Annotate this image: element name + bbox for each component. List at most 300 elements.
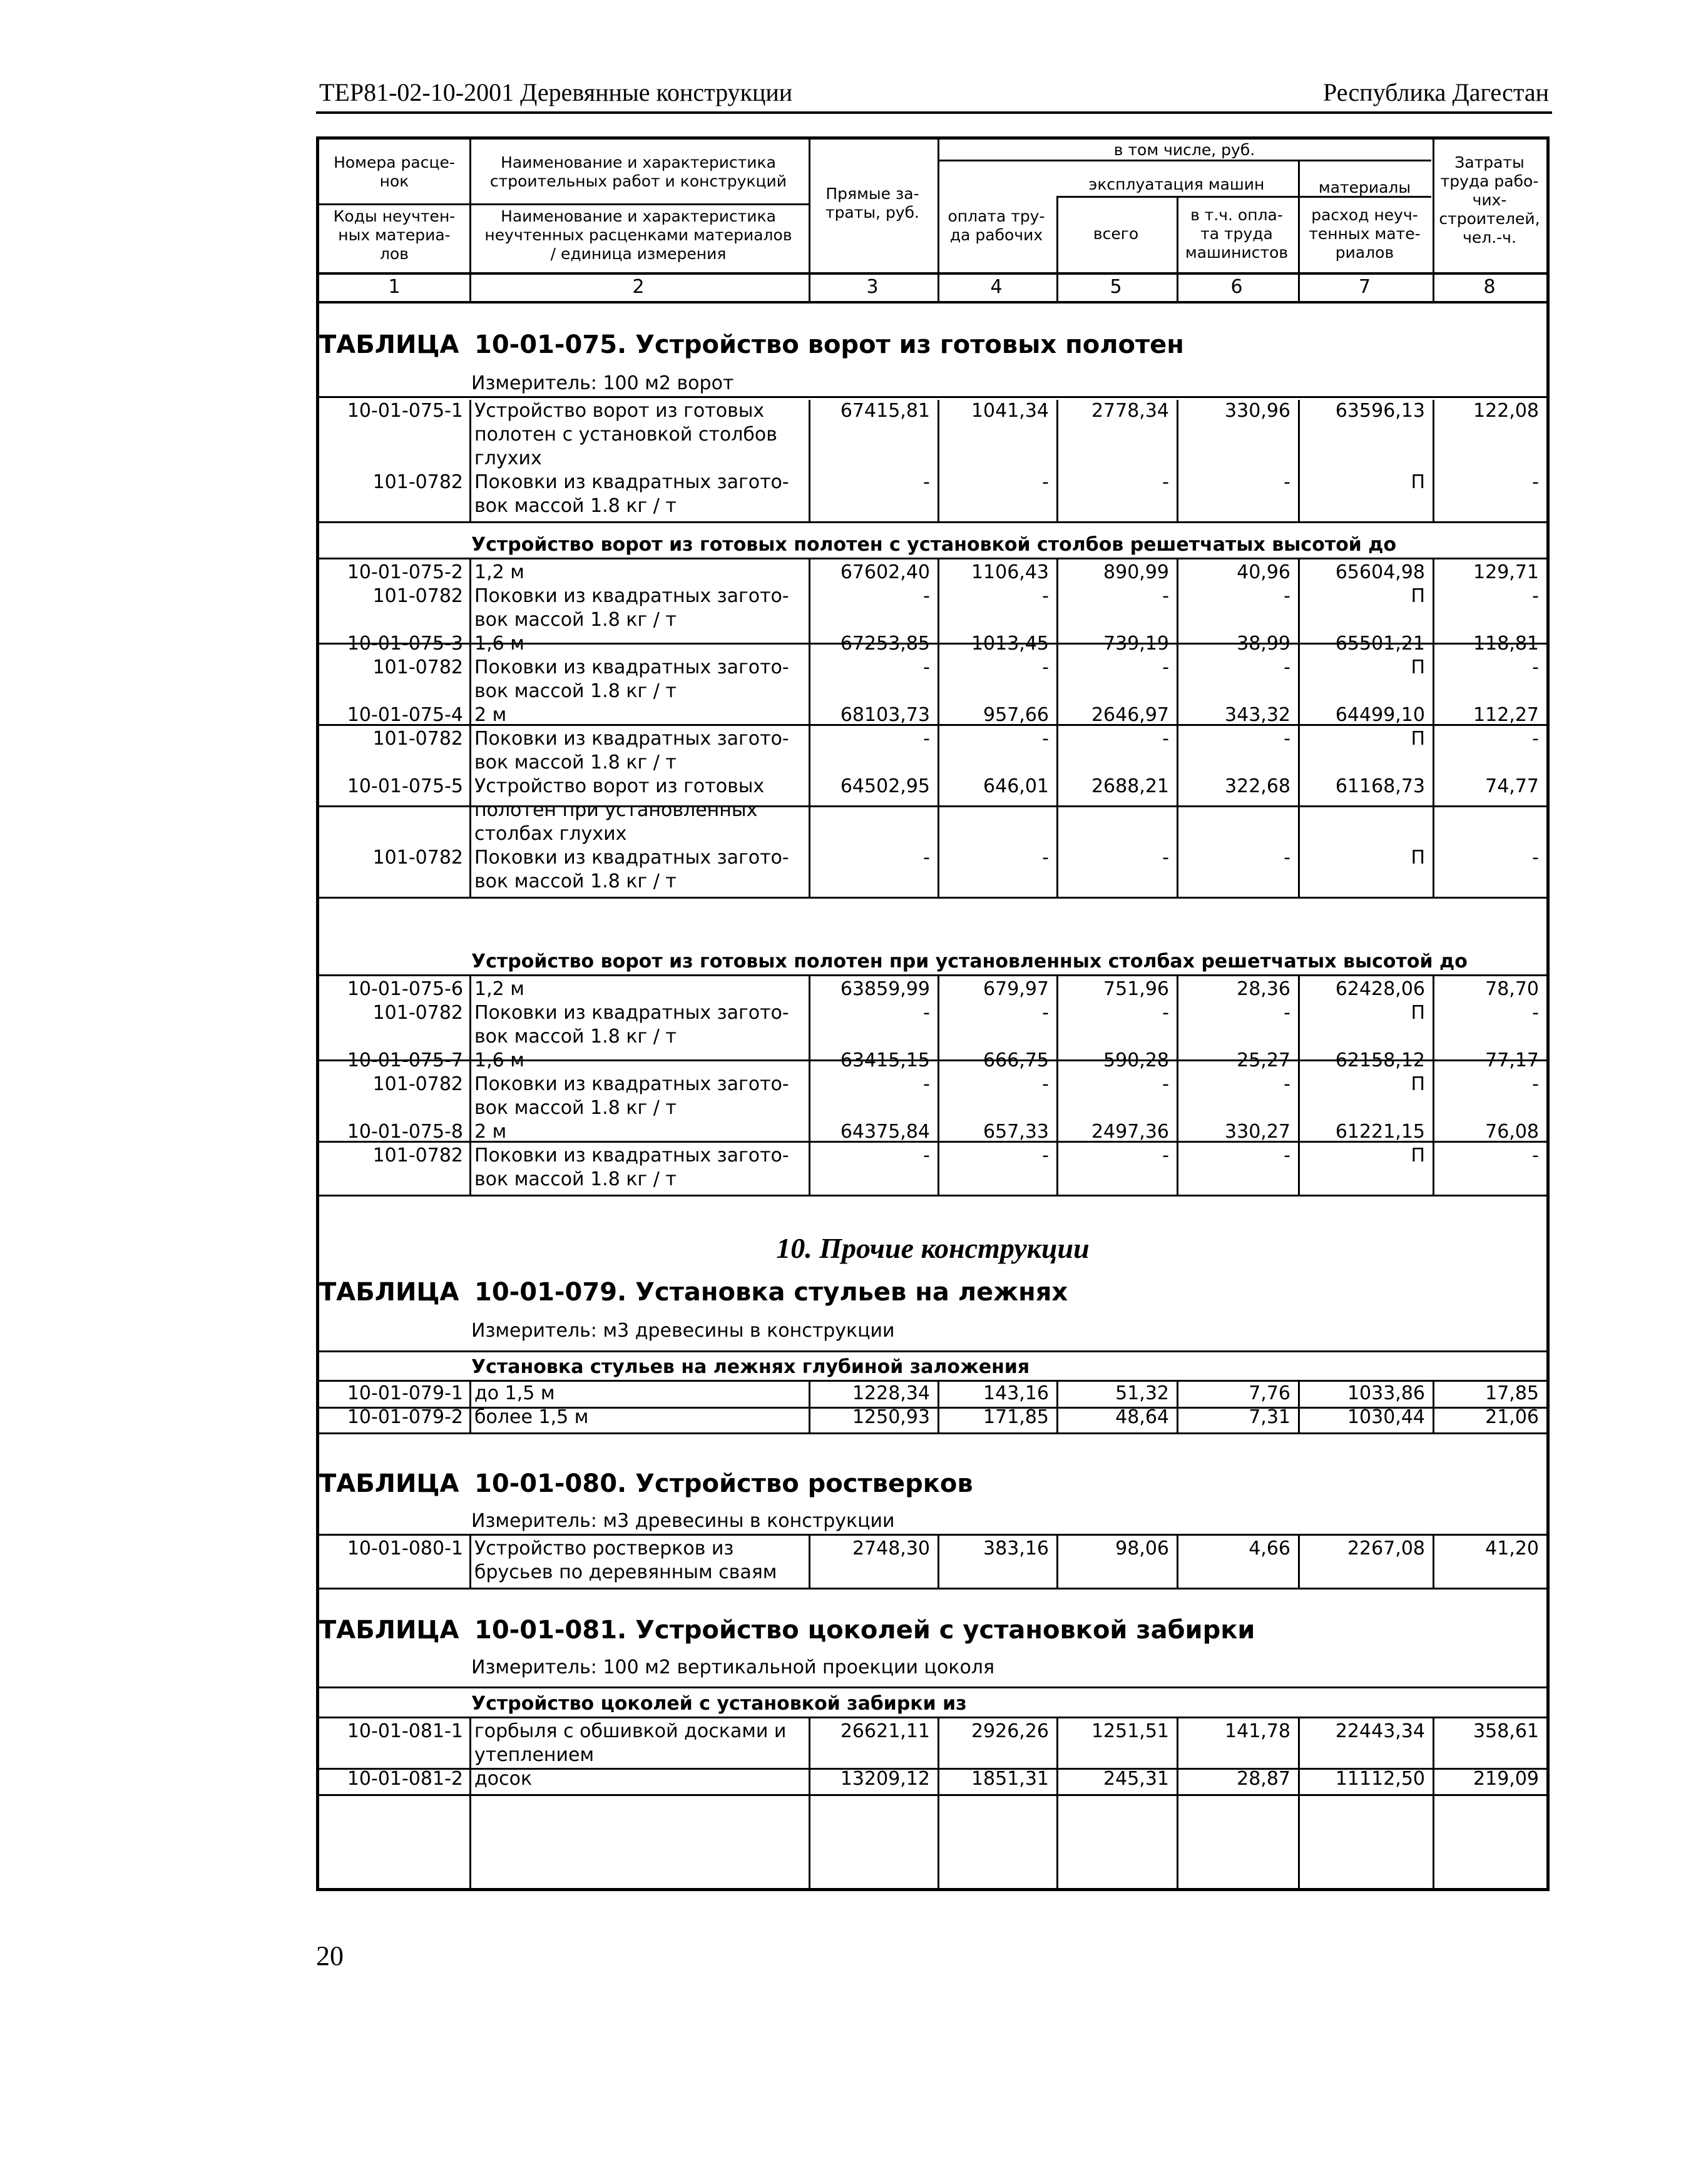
grid-line: [319, 805, 1546, 807]
table-079-unit: Измеритель: м3 древесины в конструкции: [471, 1320, 895, 1342]
table-label: ТАБЛИЦА: [319, 1278, 459, 1307]
row-value-col-7: 61221,15: [1335, 1121, 1425, 1143]
grid-line: [319, 521, 1546, 523]
table-heading: 10-01-075. Устройство ворот из готовых полотен: [474, 330, 1184, 359]
row-value-col-4: 1106,43: [971, 561, 1049, 583]
row-value-col-5: 2646,97: [1091, 704, 1169, 726]
row-value-col-4: 646,01: [983, 775, 1049, 797]
header-c5: всего: [1093, 225, 1139, 243]
header-c2-bottom: Наименование и характеристика неучтенных расценками материалов / единица измерения: [484, 207, 792, 263]
grid-line: [1433, 974, 1434, 1195]
row-value-col-8: 77,17: [1485, 1049, 1539, 1071]
row-name: Поковки из квадратных загото-: [474, 585, 789, 607]
grid-line: [937, 974, 939, 1195]
row-code: 10-01-075-4: [347, 704, 463, 726]
grid-line: [1056, 1380, 1058, 1432]
row-value-col-6: -: [1284, 847, 1290, 869]
row-code: 10-01-075-1: [347, 400, 463, 422]
row-name: 1,6 м: [474, 1049, 524, 1071]
header-c2-top: Наименование и характеристика строительных работ и конструкций: [489, 153, 787, 190]
page-number: 20: [316, 1941, 344, 1971]
header-c4: оплата тру- да рабочих: [948, 207, 1045, 244]
grid-line: [1298, 1534, 1300, 1588]
grid-line: [319, 1768, 1546, 1770]
row-value-col-5: -: [1162, 585, 1169, 607]
row-value-col-8: 76,08: [1485, 1121, 1539, 1143]
col-number-5: 5: [1110, 276, 1122, 298]
col-number-1: 1: [388, 276, 401, 298]
row-name: 2 м: [474, 704, 507, 726]
row-value-col-7: 1033,86: [1347, 1382, 1425, 1404]
grid-line: [319, 203, 469, 205]
row-value-col-3: -: [923, 728, 930, 750]
grid-line: [1177, 1717, 1178, 1891]
row-code: 101-0782: [372, 471, 463, 493]
grid-line: [319, 272, 1546, 275]
row-value-col-4: -: [1042, 1073, 1049, 1095]
grid-line: [1177, 196, 1178, 301]
row-value-col-6: 4,66: [1249, 1538, 1290, 1559]
row-value-col-3: -: [923, 656, 930, 678]
row-name: Поковки из квадратных загото-: [474, 1145, 789, 1166]
row-name: 1,2 м: [474, 978, 524, 1000]
row-value-col-8: 17,85: [1485, 1382, 1539, 1404]
row-value-col-3: -: [923, 471, 930, 493]
table-075-subhead-2: Устройство ворот из готовых полотен при установленных столбах решетчатых высотой до: [471, 951, 1468, 972]
grid-line: [1177, 558, 1178, 897]
row-value-col-4: 143,16: [983, 1382, 1049, 1404]
col-number-6: 6: [1230, 276, 1243, 298]
row-name: более 1,5 м: [474, 1406, 589, 1428]
row-name: брусьев по деревянным сваям: [474, 1561, 777, 1583]
row-value-col-7: П: [1411, 585, 1425, 607]
row-value-col-5: -: [1162, 656, 1169, 678]
grid-line: [469, 974, 471, 1195]
row-value-col-7: П: [1411, 656, 1425, 678]
row-value-col-8: 41,20: [1485, 1538, 1539, 1559]
row-value-col-8: 21,06: [1485, 1406, 1539, 1428]
col-number-8: 8: [1483, 276, 1496, 298]
row-value-col-4: 666,75: [983, 1049, 1049, 1071]
row-name: Поковки из квадратных загото-: [474, 656, 789, 678]
grid-line: [809, 140, 810, 301]
header-in-total: в том числе, руб.: [1113, 141, 1255, 159]
grid-line: [319, 1380, 1546, 1382]
table-080-title: [319, 1469, 1546, 1500]
row-name: вок массой 1.8 кг / т: [474, 680, 677, 702]
grid-line: [1177, 1534, 1178, 1588]
row-value-col-7: 61168,73: [1335, 775, 1425, 797]
row-name: 2 м: [474, 1121, 507, 1143]
row-value-col-4: -: [1042, 471, 1049, 493]
row-name: вок массой 1.8 кг / т: [474, 1097, 677, 1119]
row-value-col-4: -: [1042, 1145, 1049, 1166]
row-name: Поковки из квадратных загото-: [474, 471, 789, 493]
row-name: столбах глухих: [474, 823, 627, 845]
price-table-sheet: [316, 136, 1550, 1891]
grid-line: [937, 558, 939, 897]
grid-line: [1298, 558, 1300, 897]
row-value-col-5: 48,64: [1115, 1406, 1169, 1428]
col-number-4: 4: [990, 276, 1003, 298]
grid-line: [319, 301, 1546, 304]
row-value-col-8: 122,08: [1473, 400, 1539, 422]
row-name: Поковки из квадратных загото-: [474, 1002, 789, 1024]
grid-line: [1056, 974, 1058, 1195]
row-code: 101-0782: [372, 728, 463, 750]
grid-line: [469, 203, 809, 205]
row-value-col-7: П: [1411, 1002, 1425, 1024]
grid-line: [469, 558, 471, 897]
grid-line: [1298, 974, 1300, 1195]
grid-line: [469, 1380, 471, 1432]
row-name: полотен при установленных: [474, 799, 758, 821]
row-name: досок: [474, 1768, 533, 1790]
grid-line: [469, 400, 471, 521]
row-code: 101-0782: [372, 656, 463, 678]
row-value-col-5: -: [1162, 1145, 1169, 1166]
row-value-col-4: -: [1042, 1002, 1049, 1024]
row-value-col-7: 62428,06: [1335, 978, 1425, 1000]
row-value-col-6: 28,36: [1237, 978, 1290, 1000]
row-value-col-4: 1041,34: [971, 400, 1049, 422]
grid-line: [1433, 558, 1434, 897]
row-value-col-5: -: [1162, 471, 1169, 493]
row-value-col-6: 7,31: [1249, 1406, 1290, 1428]
row-value-col-8: -: [1532, 471, 1539, 493]
row-value-col-6: 25,27: [1237, 1049, 1290, 1071]
row-code: 10-01-075-2: [347, 561, 463, 583]
row-code: 101-0782: [372, 585, 463, 607]
grid-line: [319, 724, 1546, 726]
col-number-7: 7: [1358, 276, 1371, 298]
grid-line: [1298, 1380, 1300, 1432]
row-value-col-3: 2748,30: [852, 1538, 930, 1559]
grid-line: [1177, 400, 1178, 521]
row-value-col-4: 679,97: [983, 978, 1049, 1000]
grid-line: [319, 1350, 1546, 1352]
row-value-col-7: 22443,34: [1335, 1720, 1425, 1742]
row-value-col-4: -: [1042, 656, 1049, 678]
row-name: вок массой 1.8 кг / т: [474, 752, 677, 773]
row-value-col-4: 1851,31: [971, 1768, 1049, 1790]
row-value-col-5: 1251,51: [1091, 1720, 1169, 1742]
row-value-col-6: 322,68: [1225, 775, 1290, 797]
grid-line: [1298, 400, 1300, 521]
row-code: 10-01-079-2: [347, 1406, 463, 1428]
grid-line: [1433, 400, 1434, 521]
row-value-col-8: -: [1532, 1002, 1539, 1024]
row-name: утеплением: [474, 1744, 595, 1766]
row-value-col-8: -: [1532, 1073, 1539, 1095]
row-name: Устройство ростверков из: [474, 1538, 734, 1559]
row-value-col-6: -: [1284, 471, 1290, 493]
row-value-col-7: 64499,10: [1335, 704, 1425, 726]
row-code: 101-0782: [372, 1145, 463, 1166]
grid-line: [809, 1534, 810, 1588]
grid-line: [937, 1717, 939, 1891]
col-number-3: 3: [866, 276, 879, 298]
row-value-col-7: 65501,21: [1335, 633, 1425, 655]
grid-line: [1056, 196, 1431, 198]
row-value-col-8: -: [1532, 585, 1539, 607]
row-value-col-5: -: [1162, 1073, 1169, 1095]
row-value-col-6: -: [1284, 585, 1290, 607]
row-code: 101-0782: [372, 1002, 463, 1024]
row-value-col-8: 112,27: [1473, 704, 1539, 726]
table-080-unit: Измеритель: м3 древесины в конструкции: [471, 1510, 895, 1532]
header-c1-top: Номера расце- нок: [334, 153, 455, 190]
row-value-col-8: 78,70: [1485, 978, 1539, 1000]
table-heading: 10-01-080. Устройство ростверков: [474, 1469, 973, 1498]
row-value-col-8: -: [1532, 656, 1539, 678]
row-value-col-3: 26621,11: [840, 1720, 930, 1742]
row-value-col-7: П: [1411, 728, 1425, 750]
row-value-col-4: 171,85: [983, 1406, 1049, 1428]
grid-line: [809, 558, 810, 897]
grid-line: [1298, 160, 1300, 301]
row-value-col-3: -: [923, 847, 930, 869]
header-c7: расход неуч- тенных мате- риалов: [1309, 206, 1421, 262]
row-name: вок массой 1.8 кг / т: [474, 495, 677, 517]
row-value-col-8: 118,81: [1473, 633, 1539, 655]
row-value-col-7: П: [1411, 1073, 1425, 1095]
table-075-unit: Измеритель: 100 м2 ворот: [471, 372, 734, 394]
grid-line: [319, 1534, 1546, 1536]
grid-line: [937, 160, 1431, 161]
row-value-col-4: 657,33: [983, 1121, 1049, 1143]
grid-line: [1177, 974, 1178, 1195]
row-value-col-5: -: [1162, 1002, 1169, 1024]
row-name: Поковки из квадратных загото-: [474, 847, 789, 869]
grid-line: [1433, 1717, 1434, 1891]
row-code: 10-01-075-5: [347, 775, 463, 797]
row-code: 10-01-079-1: [347, 1382, 463, 1404]
table-079-title: [319, 1277, 1546, 1309]
row-value-col-8: -: [1532, 728, 1539, 750]
row-value-col-3: 67253,85: [840, 633, 930, 655]
row-value-col-5: 751,96: [1103, 978, 1169, 1000]
header-c8: Затраты труда рабо- чих- строителей, чел.-ч.: [1439, 153, 1540, 247]
row-value-col-7: П: [1411, 471, 1425, 493]
grid-line: [319, 1141, 1546, 1143]
row-value-col-6: 343,32: [1225, 704, 1290, 726]
row-value-col-3: -: [923, 1073, 930, 1095]
row-code: 10-01-081-1: [347, 1720, 463, 1742]
grid-line: [1056, 196, 1058, 301]
grid-line: [937, 1534, 939, 1588]
grid-line: [937, 1380, 939, 1432]
grid-line: [469, 140, 471, 301]
row-value-col-3: 67415,81: [840, 400, 930, 422]
row-value-col-8: 219,09: [1473, 1768, 1539, 1790]
grid-line: [1177, 1380, 1178, 1432]
grid-line: [319, 1794, 1546, 1796]
row-value-col-3: 68103,73: [840, 704, 930, 726]
row-value-col-7: 63596,13: [1335, 400, 1425, 422]
grid-line: [809, 1380, 810, 1432]
row-value-col-4: -: [1042, 585, 1049, 607]
row-value-col-7: 2267,08: [1347, 1538, 1425, 1559]
row-value-col-3: 64375,84: [840, 1121, 930, 1143]
row-value-col-4: 957,66: [983, 704, 1049, 726]
row-value-col-6: -: [1284, 1002, 1290, 1024]
grid-line: [809, 974, 810, 1195]
row-value-col-8: 74,77: [1485, 775, 1539, 797]
row-name: вок массой 1.8 кг / т: [474, 1026, 677, 1048]
row-value-col-7: 1030,44: [1347, 1406, 1425, 1428]
row-value-col-4: -: [1042, 728, 1049, 750]
grid-line: [469, 1717, 471, 1891]
header-machines: эксплуатация машин: [1088, 175, 1265, 193]
row-value-col-3: -: [923, 585, 930, 607]
row-value-col-4: -: [1042, 847, 1049, 869]
row-code: 10-01-080-1: [347, 1538, 463, 1559]
row-value-col-6: 330,27: [1225, 1121, 1290, 1143]
grid-line: [1056, 1534, 1058, 1588]
row-name: глухих: [474, 447, 542, 469]
table-079-subhead: Установка стульев на лежнях глубиной заложения: [471, 1356, 1030, 1378]
row-value-col-3: 67602,40: [840, 561, 930, 583]
row-value-col-6: -: [1284, 656, 1290, 678]
row-value-col-5: 739,19: [1103, 633, 1169, 655]
row-code: 10-01-075-6: [347, 978, 463, 1000]
row-value-col-6: 330,96: [1225, 400, 1290, 422]
region-name: Республика Дагестан: [1323, 78, 1549, 106]
row-value-col-6: 7,76: [1249, 1382, 1290, 1404]
header-c1-bottom: Коды неучтен- ных материа- лов: [333, 207, 456, 263]
grid-line: [1056, 1717, 1058, 1891]
grid-line: [319, 396, 1546, 398]
grid-line: [319, 1686, 1546, 1688]
row-value-col-6: -: [1284, 728, 1290, 750]
row-value-col-7: 65604,98: [1335, 561, 1425, 583]
table-081-unit: Измеритель: 100 м2 вертикальной проекции цоколя: [471, 1656, 995, 1678]
row-value-col-4: 383,16: [983, 1538, 1049, 1559]
table-heading: 10-01-079. Установка стульев на лежнях: [474, 1278, 1068, 1307]
row-value-col-3: 63415,15: [840, 1049, 930, 1071]
table-label: ТАБЛИЦА: [319, 1469, 459, 1498]
grid-line: [319, 1195, 1546, 1197]
row-name: 1,6 м: [474, 633, 524, 655]
grid-line: [319, 1588, 1546, 1590]
row-value-col-6: 141,78: [1225, 1720, 1290, 1742]
row-value-col-3: -: [923, 1002, 930, 1024]
row-value-col-3: 13209,12: [840, 1768, 930, 1790]
row-value-col-7: П: [1411, 847, 1425, 869]
row-name: Устройство ворот из готовых: [474, 400, 765, 422]
grid-line: [1433, 140, 1434, 301]
grid-line: [319, 1059, 1546, 1061]
table-label: ТАБЛИЦА: [319, 330, 459, 359]
row-value-col-5: -: [1162, 728, 1169, 750]
grid-line: [319, 1432, 1546, 1434]
grid-line: [1056, 400, 1058, 521]
document-title: ТЕР81-02-10-2001 Деревянные конструкции: [319, 78, 793, 106]
row-value-col-5: 890,99: [1103, 561, 1169, 583]
row-value-col-5: -: [1162, 847, 1169, 869]
grid-line: [319, 1407, 1546, 1409]
row-code: 101-0782: [372, 847, 463, 869]
row-value-col-6: 40,96: [1237, 561, 1290, 583]
grid-line: [319, 1717, 1546, 1718]
row-code: 10-01-075-3: [347, 633, 463, 655]
row-name: Поковки из квадратных загото-: [474, 1073, 789, 1095]
header-c3: Прямые за- траты, руб.: [825, 185, 919, 222]
row-value-col-3: 63859,99: [840, 978, 930, 1000]
row-value-col-3: 1250,93: [852, 1406, 930, 1428]
col-number-2: 2: [632, 276, 645, 298]
row-value-col-4: 2926,26: [971, 1720, 1049, 1742]
row-value-col-5: 51,32: [1115, 1382, 1169, 1404]
row-value-col-8: 358,61: [1473, 1720, 1539, 1742]
row-name: Устройство ворот из готовых: [474, 775, 765, 797]
header-rule: [316, 111, 1552, 114]
grid-line: [809, 1717, 810, 1891]
row-code: 101-0782: [372, 1073, 463, 1095]
row-name: горбыля с обшивкой досками и: [474, 1720, 787, 1742]
grid-line: [469, 1534, 471, 1588]
row-name: Поковки из квадратных загото-: [474, 728, 789, 750]
row-value-col-7: 62158,12: [1335, 1049, 1425, 1071]
grid-line: [937, 140, 939, 301]
grid-line: [937, 400, 939, 521]
row-value-col-7: П: [1411, 1145, 1425, 1166]
section-title: 10. Прочие конструкции: [776, 1232, 1090, 1264]
row-value-col-5: 245,31: [1103, 1768, 1169, 1790]
row-value-col-8: -: [1532, 847, 1539, 869]
grid-line: [319, 974, 1546, 976]
row-code: 10-01-075-7: [347, 1049, 463, 1071]
grid-line: [1433, 1380, 1434, 1432]
row-value-col-3: -: [923, 1145, 930, 1166]
row-value-col-4: 1013,45: [971, 633, 1049, 655]
row-name: вок массой 1.8 кг / т: [474, 870, 677, 892]
row-code: 10-01-081-2: [347, 1768, 463, 1790]
row-value-col-6: -: [1284, 1073, 1290, 1095]
grid-line: [319, 558, 1546, 559]
row-value-col-7: 11112,50: [1335, 1768, 1425, 1790]
row-value-col-5: 98,06: [1115, 1538, 1169, 1559]
row-code: 10-01-075-8: [347, 1121, 463, 1143]
row-value-col-6: -: [1284, 1145, 1290, 1166]
table-075-title: [319, 330, 1546, 361]
row-value-col-3: 1228,34: [852, 1382, 930, 1404]
row-value-col-6: 28,87: [1237, 1768, 1290, 1790]
table-075-subhead-1: Устройство ворот из готовых полотен с установкой столбов решетчатых высотой до: [471, 534, 1397, 556]
grid-line: [1433, 1534, 1434, 1588]
row-name: 1,2 м: [474, 561, 524, 583]
row-value-col-8: -: [1532, 1145, 1539, 1166]
row-name: полотен с установкой столбов: [474, 424, 777, 446]
grid-line: [319, 643, 1546, 645]
table-label: ТАБЛИЦА: [319, 1616, 459, 1645]
header-materials: материалы: [1318, 178, 1411, 196]
table-081-title: [319, 1615, 1546, 1646]
row-name: до 1,5 м: [474, 1382, 555, 1404]
header-c6: в т.ч. опла- та труда машинистов: [1185, 206, 1289, 262]
row-value-col-5: 2497,36: [1091, 1121, 1169, 1143]
table-081-subhead: Устройство цоколей с установкой забирки из: [471, 1693, 967, 1715]
row-name: вок массой 1.8 кг / т: [474, 609, 677, 631]
row-value-col-8: 129,71: [1473, 561, 1539, 583]
row-value-col-5: 2778,34: [1091, 400, 1169, 422]
row-value-col-6: 38,99: [1237, 633, 1290, 655]
grid-line: [1056, 558, 1058, 897]
row-name: вок массой 1.8 кг / т: [474, 1168, 677, 1190]
grid-line: [809, 400, 810, 521]
row-value-col-3: 64502,95: [840, 775, 930, 797]
